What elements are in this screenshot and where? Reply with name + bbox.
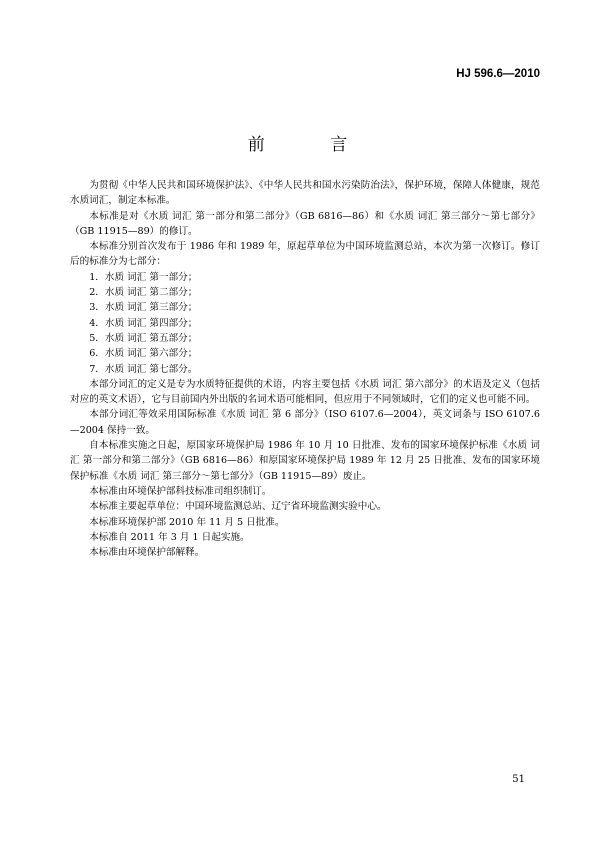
paragraph-effective-date: 本标准自 2011 年 3 月 1 日起实施。	[89, 531, 250, 543]
list-item: 7．水质 词汇 第七部分。	[89, 363, 198, 375]
list-item: 5．水质 词汇 第五部分；	[89, 332, 198, 344]
page-title: 前 言	[247, 135, 378, 155]
paragraph-purpose: 为贯彻《中华人民共和国环境保护法》、《中华人民共和国水污染防治法》，保护环境，保障人体健康，规范水质词汇，制定本标准。	[70, 180, 540, 207]
list-item: 4．水质 词汇 第四部分；	[89, 317, 198, 329]
list-item: 3．水质 词汇 第三部分；	[89, 302, 198, 314]
document-body	[70, 178, 540, 560]
paragraph-revision: 本标准是对《水质 词汇 第一部分和第二部分》（GB 6816—86）和《水质 词汇 第三部分～第七部分》（GB 11915—89）的修订。	[70, 210, 540, 237]
document-code: HJ 596.6—2010	[456, 68, 540, 80]
page-number: 51	[512, 774, 525, 785]
paragraph-interpretation: 本标准由环境保护部解释。	[89, 547, 205, 559]
list-item: 1．水质 词汇 第一部分；	[89, 271, 198, 283]
paragraph-repeal: 自本标准实施之日起，原国家环境保护局 1986 年 10 月 10 日批准、发布的国家环境保护标准《水质 词汇 第一部分和第二部分》（GB 6816—86）和原国家环境保护局 1989 年 12 月 25 日批准、发布的国家环境保护标准《水质 词汇 第三部分～第七部分》（GB 11915—89）废止。	[70, 440, 540, 482]
list-item: 6．水质 词汇 第六部分；	[89, 348, 198, 360]
paragraph-definitions: 本部分词汇的定义是专为水质特征提供的术语，内容主要包括《水质 词汇 第六部分》的术语及定义（包括对应的英文术语），它与目前国内外出版的名词术语可能相同，但应用于不同领域时，它们的定义也可能不同。	[70, 378, 540, 406]
paragraph-history: 本标准分别首次发布于 1986 年和 1989 年，原起草单位为中国环境监测总站，本次为第一次修订。修订后的标准分为七部分：	[70, 241, 540, 268]
paragraph-drafters: 本标准主要起草单位：中国环境监测总站、辽宁省环境监测实验中心。	[89, 501, 387, 513]
paragraph-equivalence: 本部分词汇等效采用国际标准《水质 词汇 第 6 部分》（ISO 6107.6—2004），英文词条与 ISO 6107.6—2004 保持一致。	[70, 409, 540, 436]
paragraph-organizer: 本标准由环境保护部科技标准司组织制订。	[89, 485, 272, 497]
paragraph-approval: 本标准环境保护部 2010 年 11 月 5 日批准。	[89, 516, 285, 528]
list-item: 2．水质 词汇 第二部分；	[89, 287, 198, 299]
